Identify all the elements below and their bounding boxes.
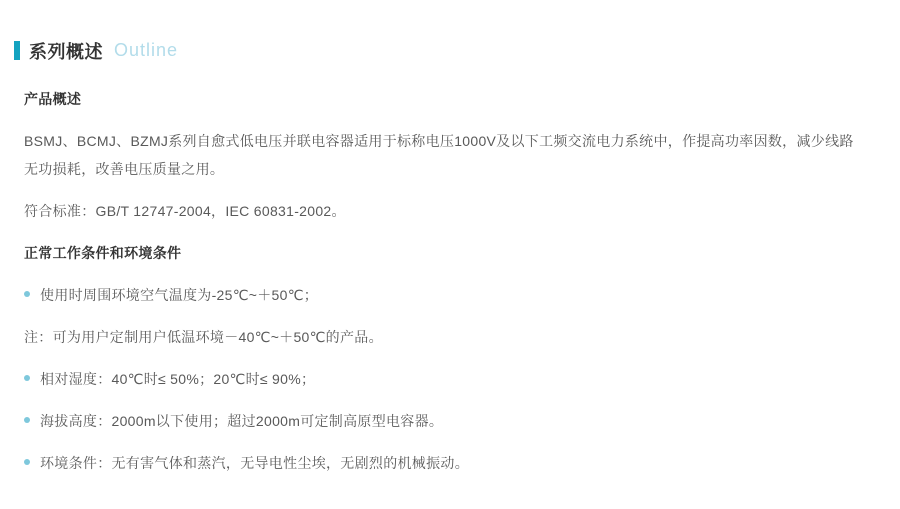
working-conditions-heading: 正常工作条件和环境条件: [24, 245, 182, 261]
list-item: [24, 365, 854, 393]
bullet-dot-icon: [24, 417, 30, 423]
list-item-text: 环境条件：无有害气体和蒸汽，无导电性尘埃，无剧烈的机械振动。: [40, 455, 469, 471]
page: [0, 40, 900, 509]
list-item: [24, 281, 854, 309]
accent-bar-icon: [14, 41, 20, 60]
standards-line: 符合标准：GB/T 12747-2004，IEC 60831-2002。: [24, 203, 346, 219]
note-line: 注：可为用户定制用户低温环境－40℃~＋50℃的产品。: [24, 329, 383, 345]
product-description-paragraph: BSMJ、BCMJ、BZMJ系列自愈式低电压并联电容器适用于标称电压1000V及以下工频交流电力系统中，作提高功率因数，减少线路无功损耗，改善电压质量之用。: [24, 133, 854, 177]
section-title: 系列概述: [29, 41, 103, 62]
list-item: [24, 407, 854, 435]
bullet-dot-icon: [24, 291, 30, 297]
list-item-text: 相对湿度：40℃时≤ 50%；20℃时≤ 90%；: [40, 371, 316, 387]
section-subtitle: Outline: [114, 40, 179, 60]
list-item-text: 使用时周围环境空气温度为-25℃~＋50℃；: [40, 287, 319, 303]
list-item-text: 海拔高度：2000m以下使用；超过2000m可定制高原型电容器。: [40, 413, 444, 429]
bullet-dot-icon: [24, 459, 30, 465]
list-item: [24, 449, 854, 477]
section-header: [14, 40, 900, 61]
bullet-dot-icon: [24, 375, 30, 381]
product-overview-heading: 产品概述: [24, 91, 82, 107]
content-area: [0, 85, 900, 477]
